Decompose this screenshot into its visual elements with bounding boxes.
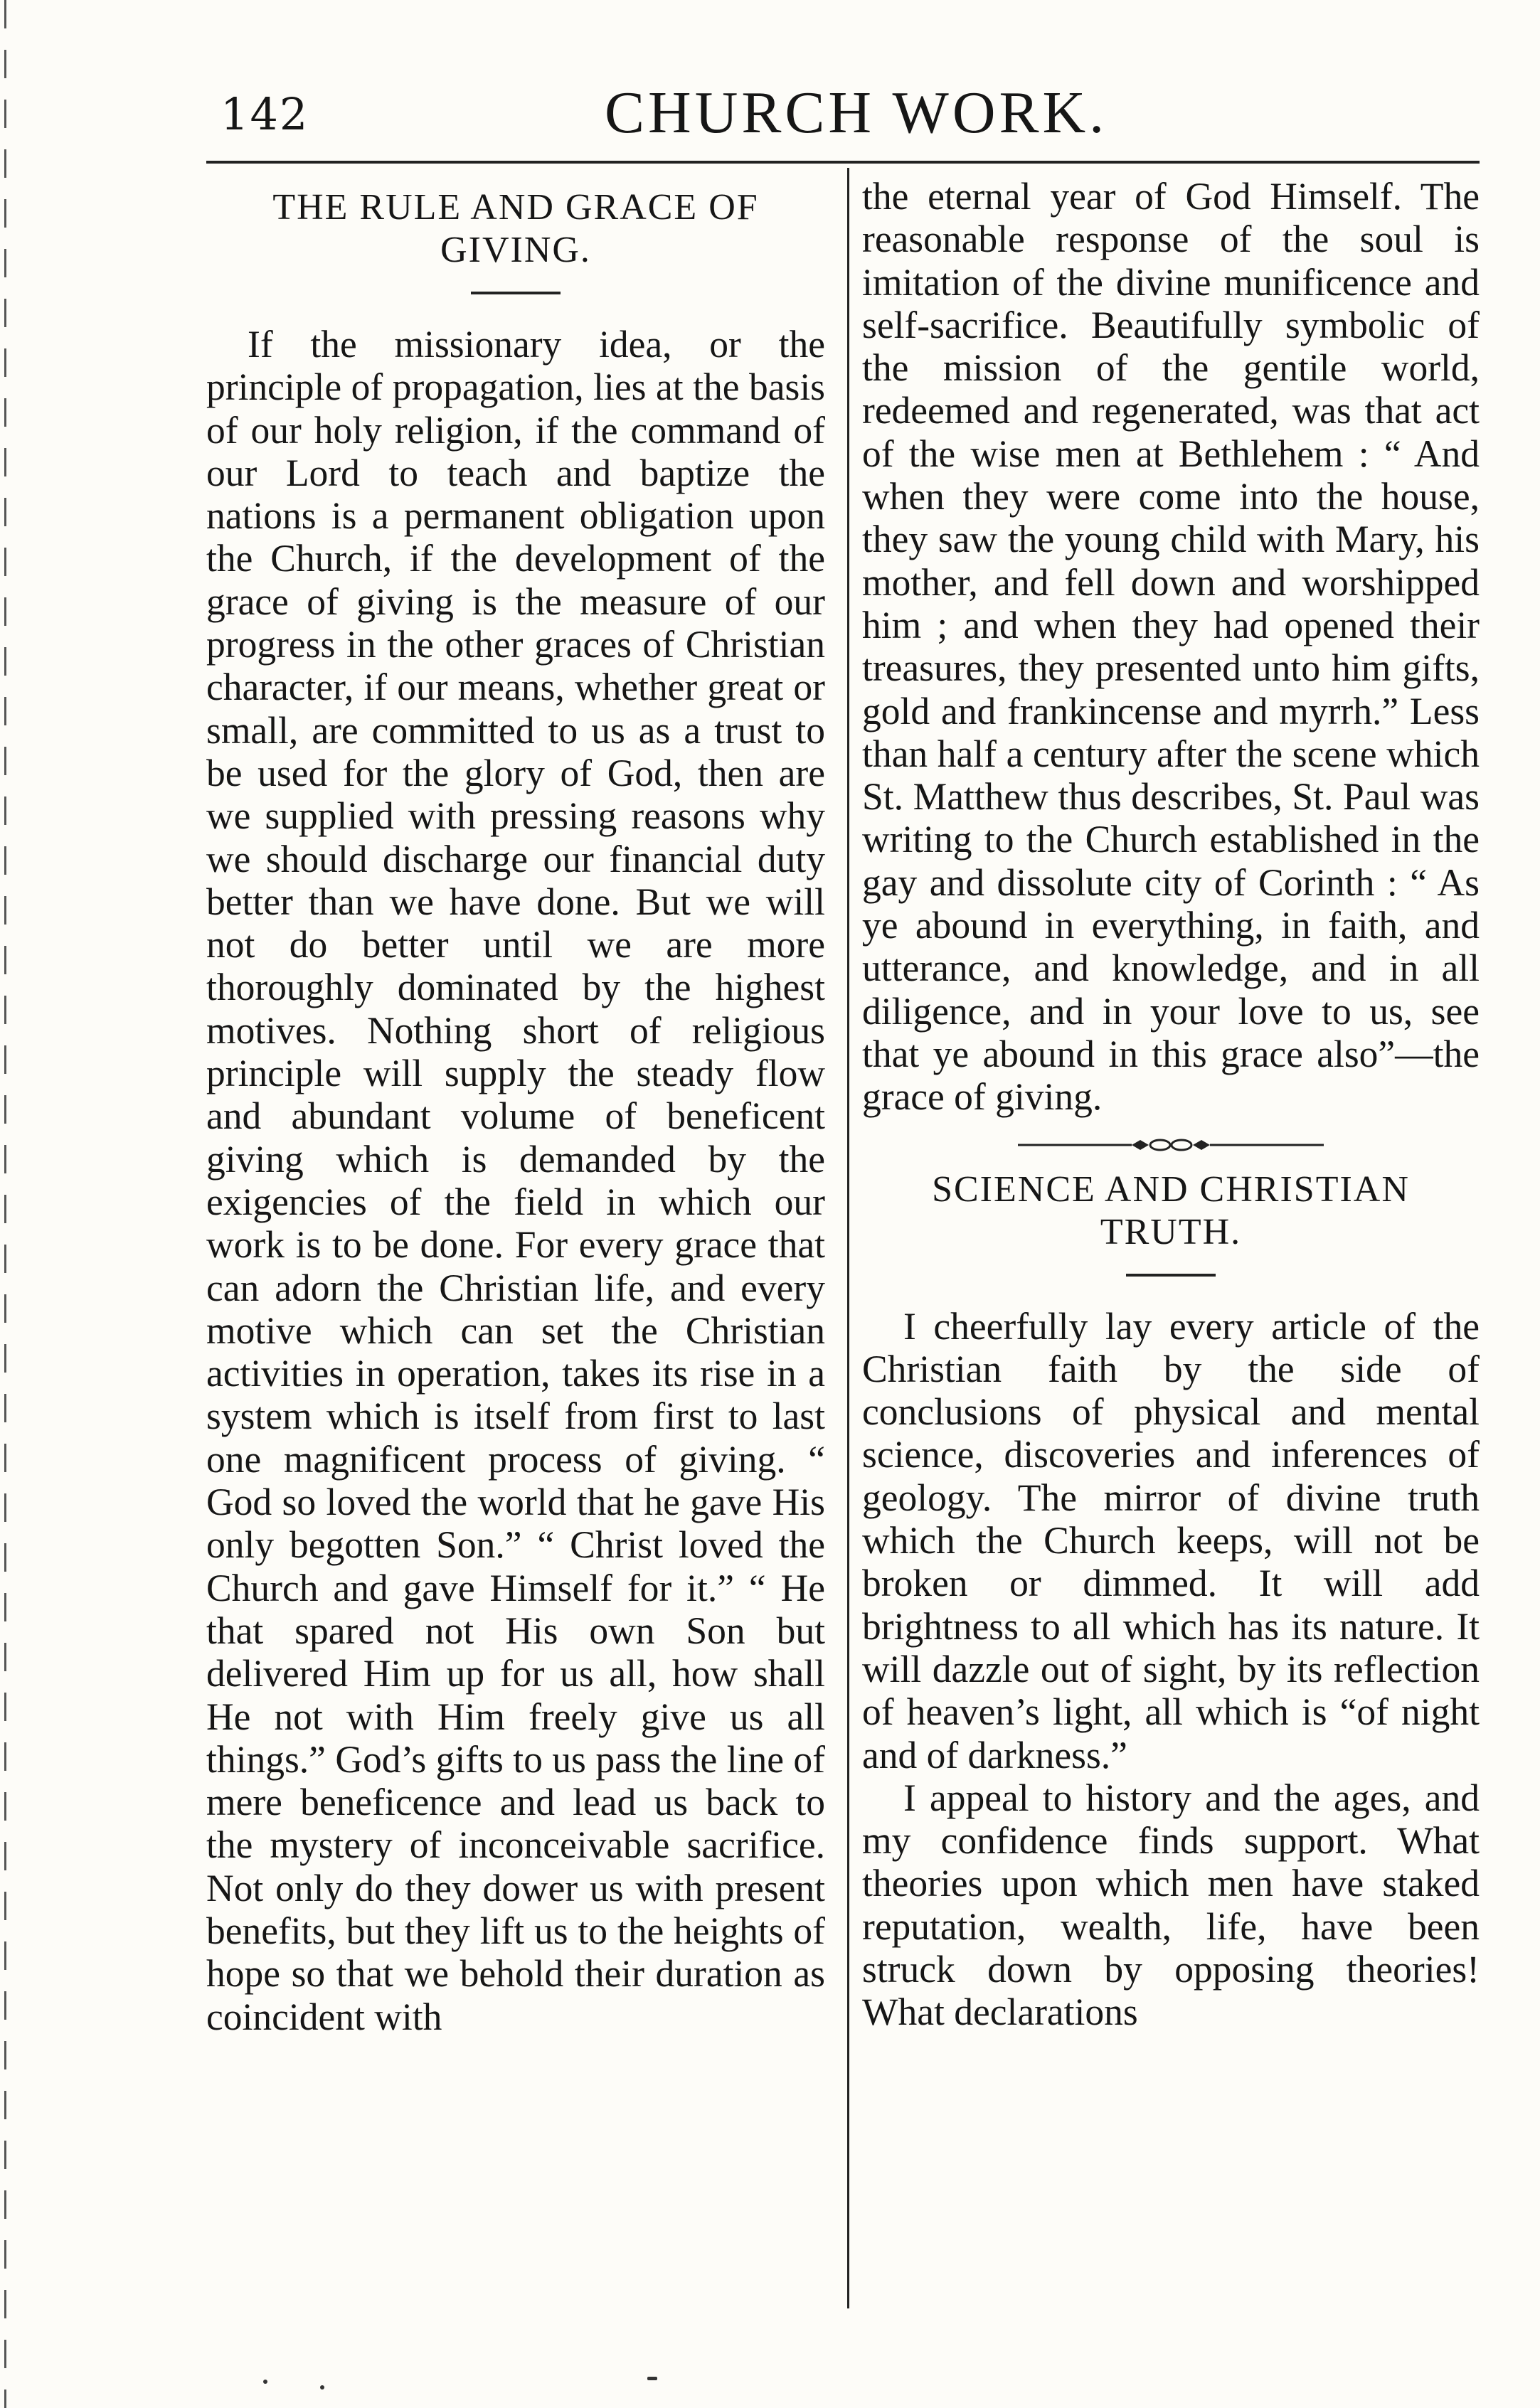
article2-paragraph1: I cheerfully lay every article of the Christian faith by the side of conclusions of physical and mental science, discoveries and inferences of geology. The mirror of divine truth which the Church keeps, will not be broken or dimmed. It will add brightness to all which has its nature. It will dazzle out of sight, by its reflection of heaven’s light, all which is “of night and of darkness.” (862, 1304, 1480, 1776)
running-title: CHURCH WORK. (605, 80, 1108, 146)
right-column (862, 175, 1480, 2308)
article1-paragraph1-continued: the eternal year of God Himself. The reasonable response of the soul is imitation of the divine munificence and self-sacrifice. Beautifully symbolic of the mission of the gentile world, redeemed and regenerated, was that act of the wise men at Bethlehem : “ And when they were come into the house, they saw the young child with Mary, his mother, and fell down and worshipped him ; and when they had opened their treasures, they presented unto him gifts, gold and frankincense and myrrh.” Less than half a century after the scene which St. Matthew thus describes, St. Paul was writing to the Church established in the gay and dissolute city of Corinth : “ As ye abound in everything, in faith, and utterance, and knowledge, and in all diligence, and in your love to us, see that ye abound in this grace also”—the grace of giving. (862, 175, 1480, 1119)
article1-title (206, 186, 825, 272)
title-underline-rule (471, 292, 561, 294)
title-underline-rule (1126, 1274, 1216, 1277)
article2-title-line2: TRUTH. (1100, 1211, 1242, 1252)
article1-title-line1: THE RULE AND GRACE OF (272, 187, 759, 228)
bottom-print-marks (263, 2375, 690, 2397)
page-number: 142 (221, 88, 309, 140)
header-rule (206, 161, 1480, 164)
left-column (206, 175, 825, 2308)
article2-title-line1: SCIENCE AND CHRISTIAN (932, 1168, 1410, 1210)
article2-paragraph2: I appeal to history and the ages, and my confidence finds support. What theories upon which men have staked reputation, wealth, life, have been struck down by opposing theories! What declarations (862, 1776, 1480, 2034)
page-edge-rule (4, 0, 6, 2408)
article2-title (862, 1168, 1480, 1254)
article1-paragraph1: If the missionary idea, or the principle of propagation, lies at the basis of our holy religion, if the command of our Lord to teach and baptize the nations is a permanent obligation upon the Church, if the development of the grace of giving is the measure of our progress in the other graces of Christian character, if our means, whether great or small, are committed to us as a trust to be used for the glory of God, then are we supplied with pressing reasons why we should discharge our financial duty better than we have done. But we will not do better until we are more thoroughly dominated by the highest motives. Nothing short of religious principle will supply the steady flow and abundant volume of beneficent giving which is demanded by the exigencies of the field in which our work is to be done. For every grace that can adorn the Christian life, and every motive which can set the Christian activities in operation, takes its rise in a system which is itself from first to last one magnificent process of giving. “ God so loved the world that he gave His only begotten Son.” “ Christ loved the Church and gave Himself for it.” “ He that spared not His own Son but delivered Him up for us all, how shall He not with Him freely give us all things.” God’s gifts to us pass the line of mere beneficence and lead us back to the mystery of inconceivable sacrifice. Not only do they dower us with present benefits, but they lift us to the heights of hope so that we behold their duration as coincident with (206, 323, 825, 2038)
page-header (206, 78, 1480, 149)
section-ornament (1018, 1136, 1324, 1154)
column-divider (847, 168, 849, 2308)
article1-title-line2: GIVING. (440, 230, 591, 270)
